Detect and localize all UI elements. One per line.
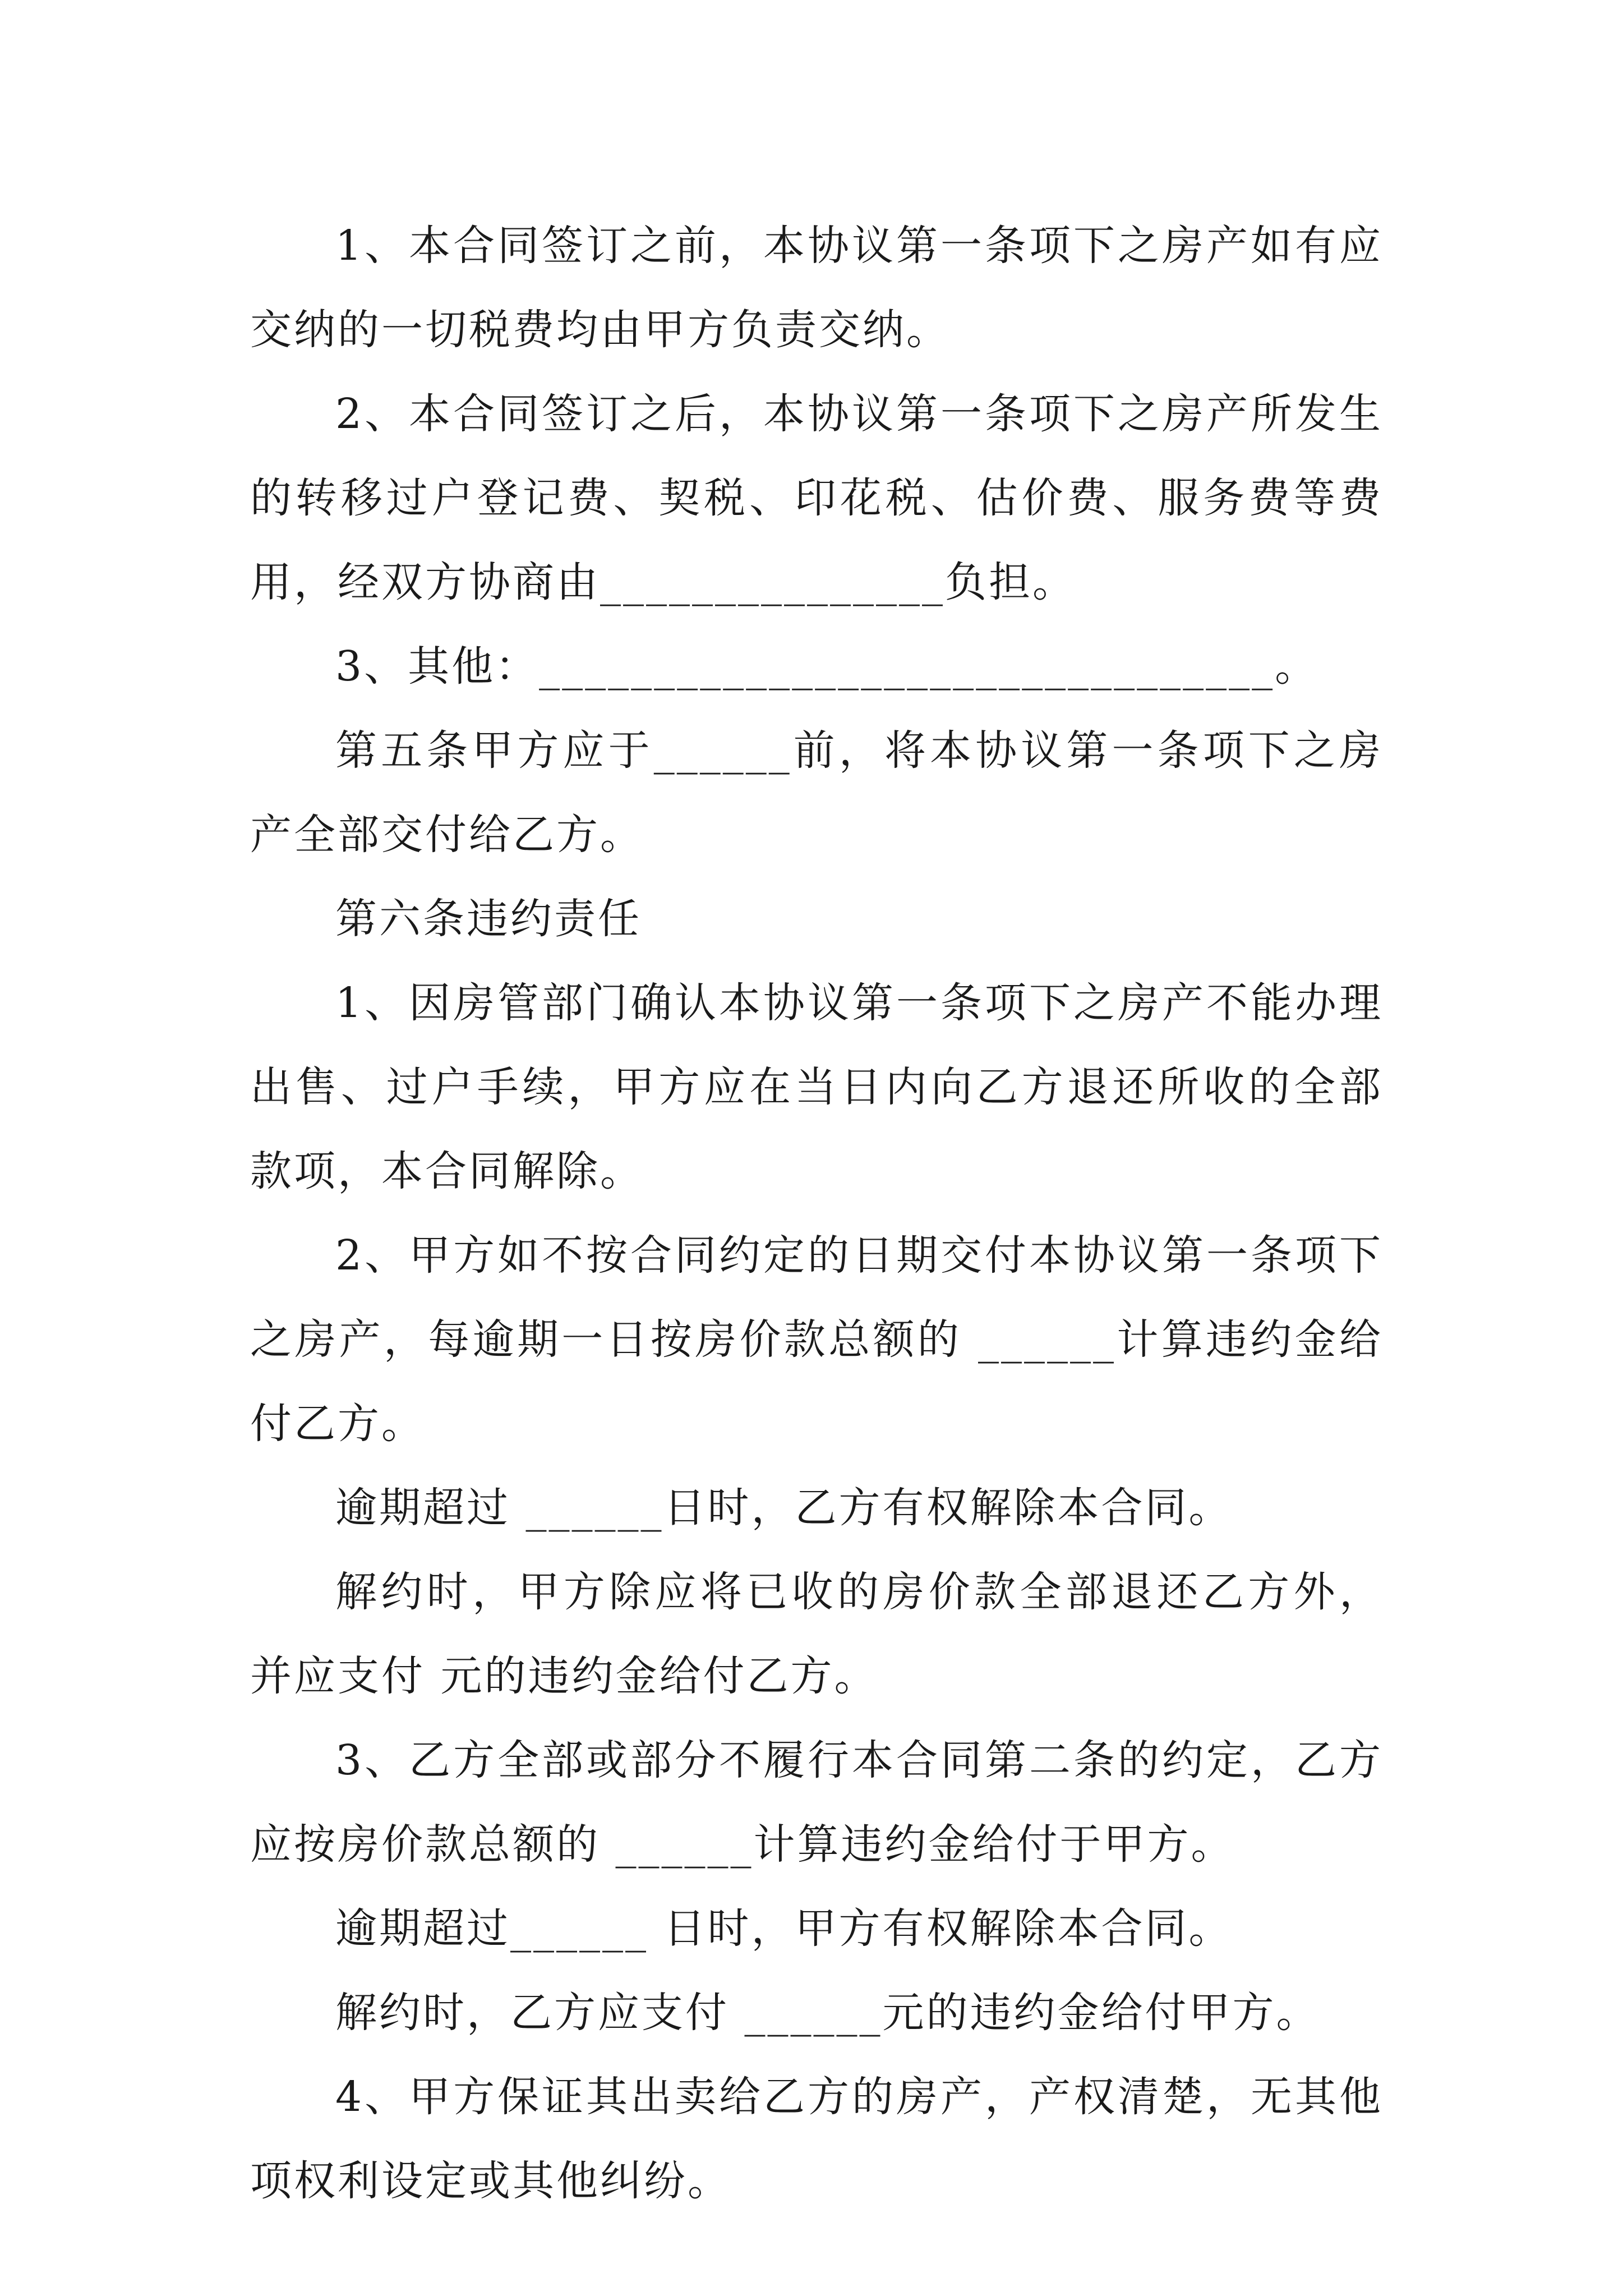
paragraph-breach-4: 4、甲方保证其出卖给乙方的房产，产权清楚，无其他项权利设定或其他纠纷。 [250,2073,1383,2205]
paragraph-other: 3、其他：________________________________。 [335,642,1319,691]
paragraph-termination-seller: 解约时，甲方除应将已收的房价款全部退还乙方外，并应支付 元的违约金给付乙方。 [250,1568,1383,1700]
document-body [250,204,1383,2223]
paragraph-article-six-heading: 第六条违约责任 [335,895,642,943]
paragraph-termination-buyer: 解约时，乙方应支付 ______元的违约金给付甲方。 [335,1989,1320,2037]
paragraph-tax-before-signing: 1、本合同签订之前，本协议第一条项下之房产如有应交纳的一切税费均由甲方负责交纳。 [250,222,1383,354]
paragraph-article-five: 第五条甲方应于______前，将本协议第一条项下之房产全部交付给乙方。 [250,726,1383,859]
paragraph-breach-1: 1、因房管部门确认本协议第一条项下之房产不能办理出售、过户手续，甲方应在当日内向乙方退还所收的全部款项，本合同解除。 [250,979,1383,1195]
paragraph-overdue-buyer: 逾期超过______ 日时，甲方有权解除本合同。 [335,1904,1233,1953]
paragraph-fees-after-signing: 2、本合同签订之后，本协议第一条项下之房产所发生的转移过户登记费、契税、印花税、估价费、服务费等费用，经双方协商由_______________负担。 [250,390,1383,606]
paragraph-breach-3: 3、乙方全部或部分不履行本合同第二条的约定，乙方应按房价款总额的 ______计算违约金给付于甲方。 [250,1736,1383,1869]
paragraph-breach-2: 2、甲方如不按合同约定的日期交付本协议第一条项下之房产，每逾期一日按房价款总额的 ______计算违约金给付乙方。 [250,1231,1383,1448]
paragraph-overdue-seller: 逾期超过 ______日时，乙方有权解除本合同。 [335,1484,1233,1532]
